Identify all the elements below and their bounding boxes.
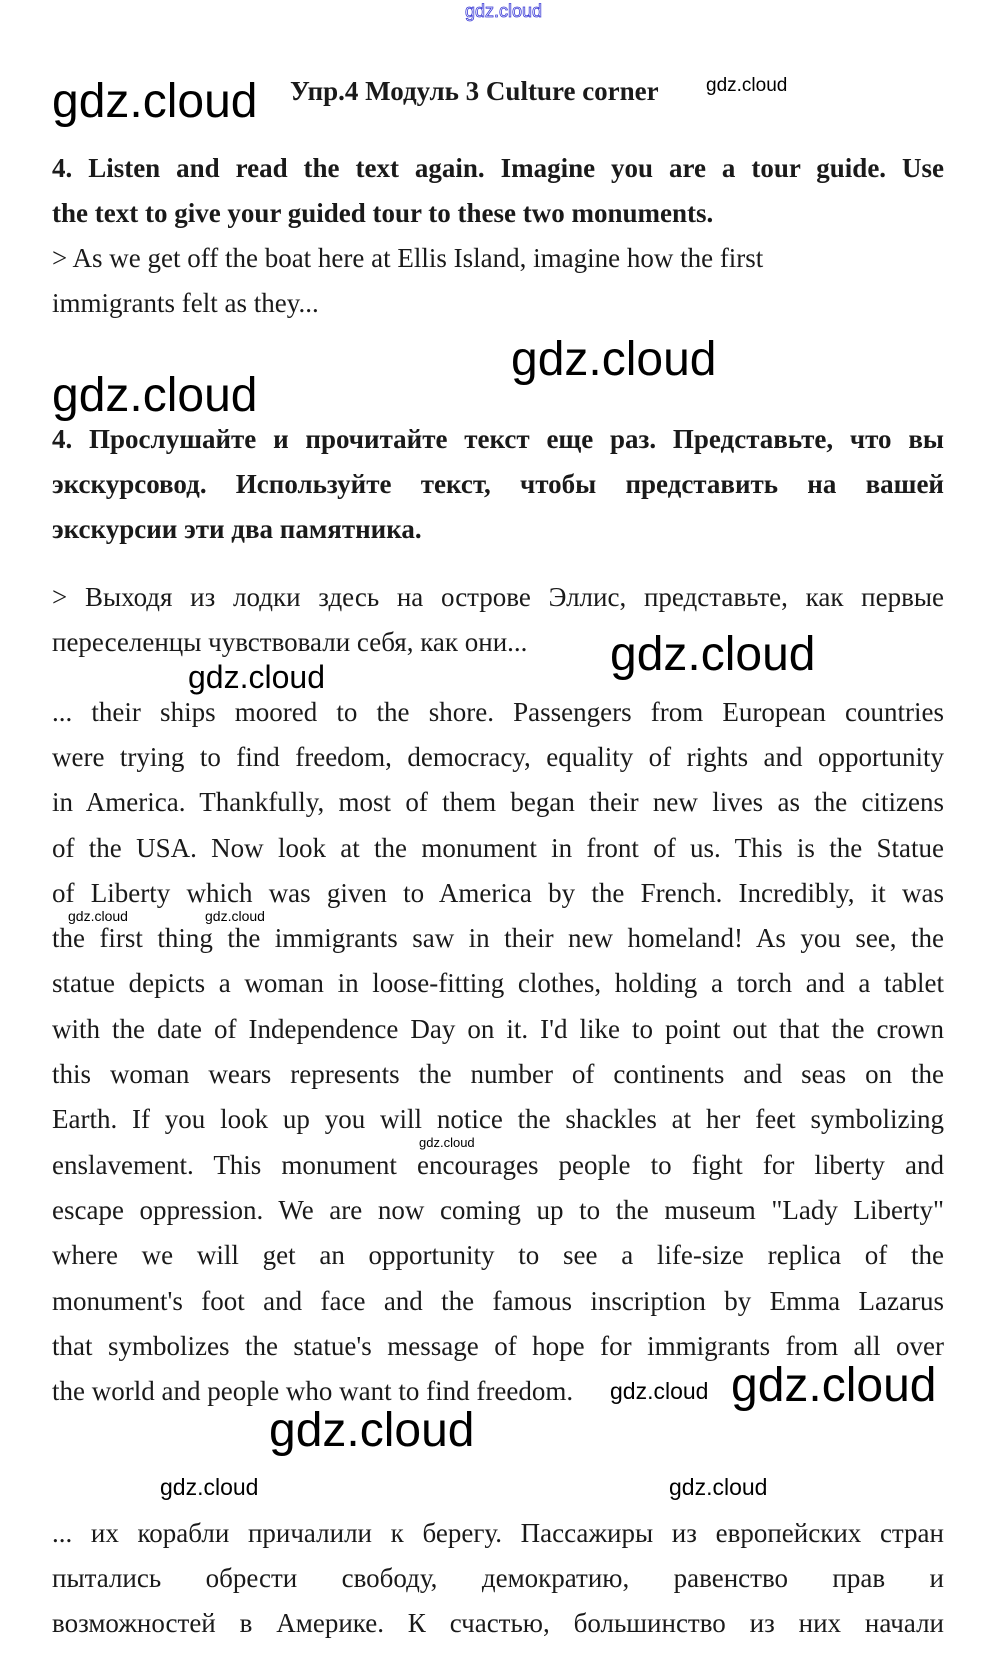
answer-en bbox=[52, 697, 944, 1422]
text-line: ... their ships moored to the shore. Passengers from European countries bbox=[52, 696, 944, 727]
text-line: 4. Listen and read the text again. Imagine you are a tour guide. Use bbox=[52, 152, 944, 183]
text-line: пытались обрести свободу, демократию, равенство прав и bbox=[52, 1562, 944, 1593]
text-line: of Liberty which was given to America by the French. Incredibly, it was bbox=[52, 877, 944, 908]
watermark: gdz.cloud bbox=[160, 1474, 259, 1500]
text-line: this woman wears represents the number of continents and seas on the bbox=[52, 1059, 944, 1090]
watermark: gdz.cloud bbox=[419, 1134, 475, 1150]
text-line: экскурсии эти два памятника. bbox=[52, 514, 422, 545]
page-title: Упр.4 Модуль 3 Culture corner bbox=[290, 76, 659, 106]
text-line: with the date of Independence Day on it. I'd like to point out that the crown bbox=[52, 1013, 944, 1044]
text-line: that symbolizes the statue's message of hope for immigrants from all over bbox=[52, 1330, 944, 1361]
watermark: gdz.cloud bbox=[188, 659, 325, 695]
text-line: экскурсовод. Используйте текст, чтобы представить на вашей bbox=[52, 468, 944, 499]
watermark: gdz.cloud bbox=[511, 333, 717, 386]
text-line: the world and people who want to find freedom. bbox=[52, 1376, 574, 1407]
watermark: gdz.cloud bbox=[52, 369, 258, 422]
watermark: gdz.cloud bbox=[610, 1378, 709, 1404]
answer-ru bbox=[52, 1518, 944, 1654]
text-line: the text to give your guided tour to these two monuments. bbox=[52, 197, 714, 228]
watermark: gdz.cloud bbox=[731, 1359, 937, 1412]
task-en bbox=[52, 153, 944, 244]
text-line: переселенцы чувствовали себя, как они... bbox=[52, 626, 528, 657]
text-line: in America. Thankfully, most of them began their new lives as the citizens bbox=[52, 787, 944, 818]
answer-start-ru bbox=[52, 582, 944, 673]
watermark: gdz.cloud bbox=[68, 907, 128, 924]
text-line: 4. Прослушайте и прочитайте текст еще раз. Представьте, что вы bbox=[52, 423, 944, 454]
text-line: Earth. If you look up you will notice the shackles at her feet symbolizing bbox=[52, 1104, 944, 1135]
text-line: immigrants felt as they... bbox=[52, 287, 319, 318]
text-line: monument's foot and face and the famous inscription by Emma Lazarus bbox=[52, 1285, 944, 1316]
text-line: statue depicts a woman in loose-fitting clothes, holding a torch and a tablet bbox=[52, 968, 944, 999]
text-line: > Выходя из лодки здесь на острове Эллис, представьте, как первые bbox=[52, 581, 944, 612]
watermark: gdz.cloud bbox=[205, 907, 265, 924]
text-line: enslavement. This monument encourages people to fight for liberty and bbox=[52, 1149, 944, 1180]
watermark-top[interactable]: gdz.cloud bbox=[465, 1, 543, 21]
watermark: gdz.cloud bbox=[669, 1474, 768, 1500]
watermark: gdz.cloud bbox=[706, 75, 788, 96]
watermark: gdz.cloud bbox=[52, 75, 258, 128]
watermark: gdz.cloud bbox=[269, 1404, 475, 1457]
text-line: возможностей в Америке. К счастью, большинство из них начали bbox=[52, 1608, 944, 1639]
text-line: were trying to find freedom, democracy, equality of rights and opportunity bbox=[52, 741, 944, 772]
text-line: escape oppression. We are now coming up to the museum "Lady Liberty" bbox=[52, 1194, 944, 1225]
text-line: where we will get an opportunity to see a life-size replica of the bbox=[52, 1240, 944, 1271]
text-line: > As we get off the boat here at Ellis Island, imagine how the first bbox=[52, 242, 764, 273]
watermark: gdz.cloud bbox=[610, 628, 816, 681]
text-line: ... их корабли причалили к берегу. Пассажиры из европейских стран bbox=[52, 1517, 944, 1548]
task-ru bbox=[52, 424, 944, 560]
text-line: of the USA. Now look at the monument in front of us. This is the Statue bbox=[52, 832, 944, 863]
text-line: the first thing the immigrants saw in their new homeland! As you see, the bbox=[52, 923, 944, 954]
answer-start-en bbox=[52, 243, 944, 334]
